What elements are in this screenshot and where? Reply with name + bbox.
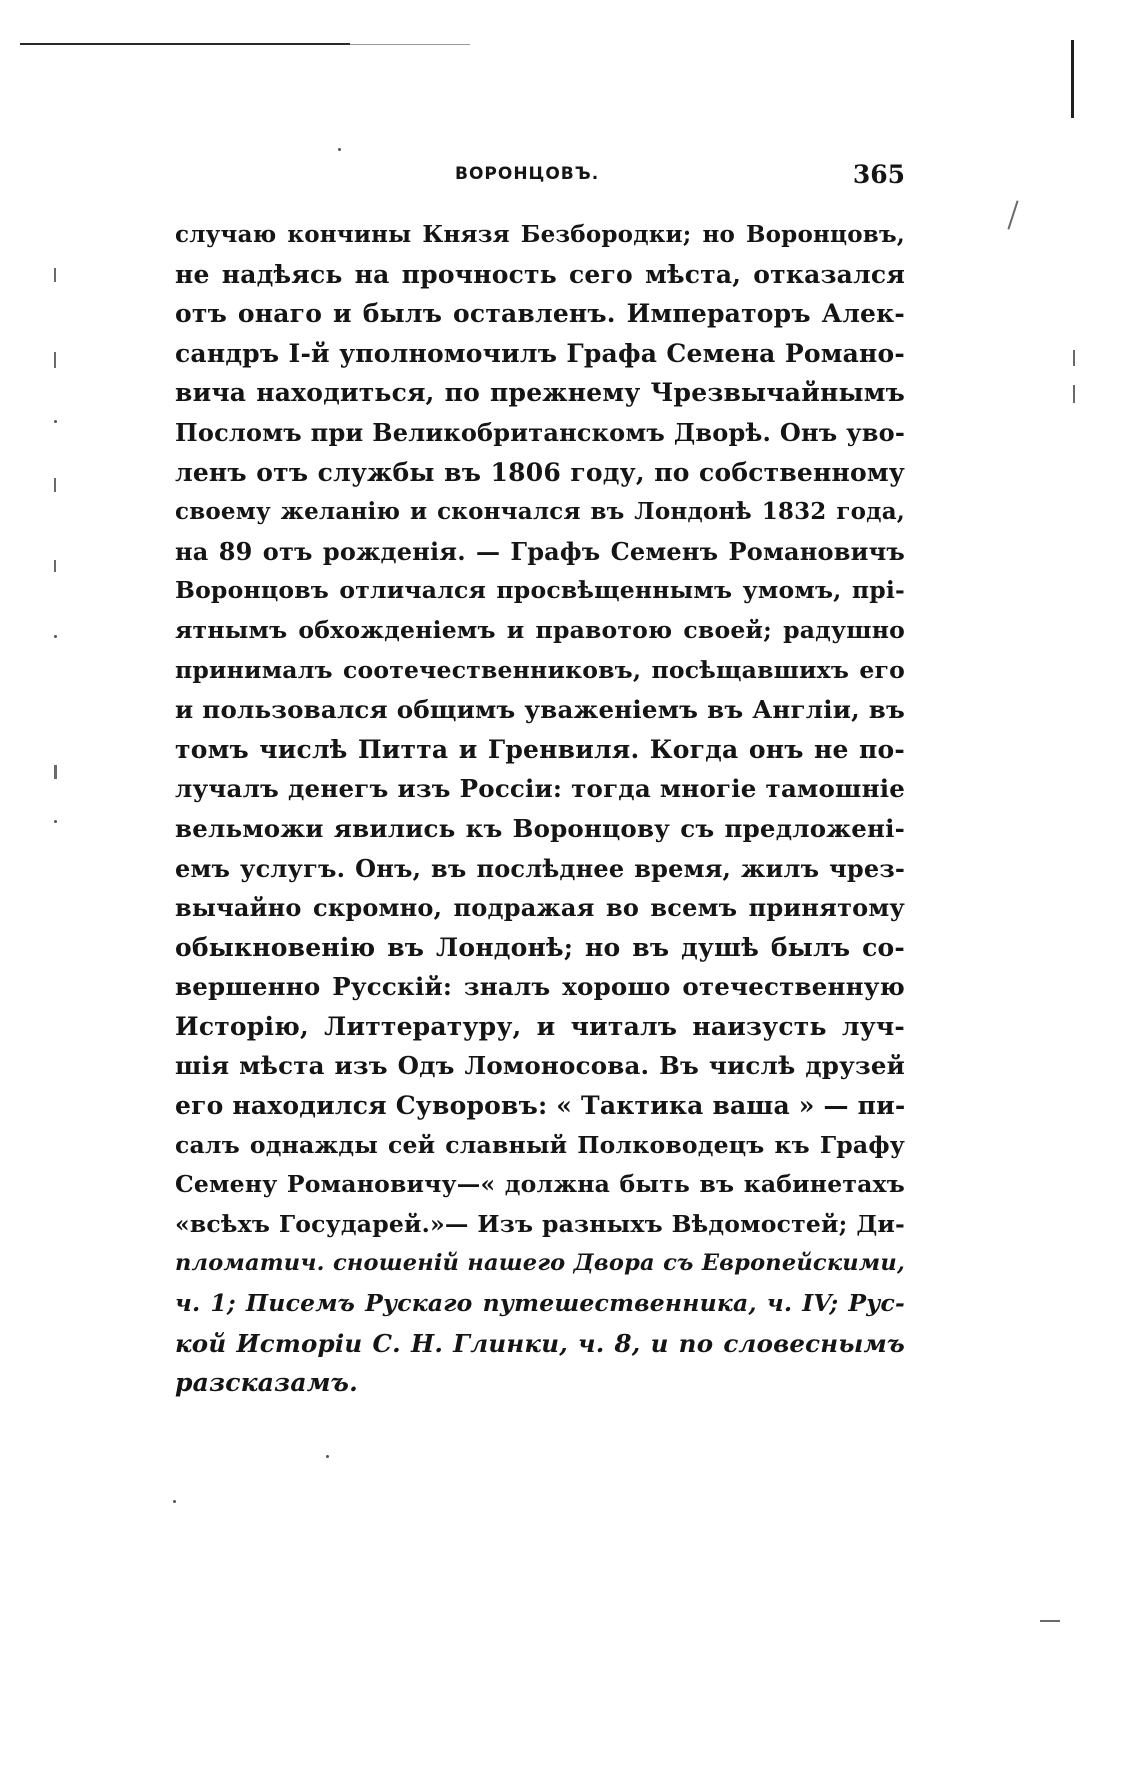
- running-title: ВОРОНЦОВЪ.: [455, 164, 600, 184]
- text-line: сандръ I-й уполномочилъ Графа Семена Романо-: [175, 338, 905, 368]
- text-line: обыкновенію въ Лондонѣ; но въ душѣ былъ со-: [175, 932, 905, 962]
- scan-mark: [54, 352, 56, 368]
- text-line: ленъ отъ службы въ 1806 году, по собственному: [175, 457, 905, 487]
- scan-dot: [326, 1455, 329, 1458]
- text-line: шія мѣста изъ Одъ Ломоносова. Въ числѣ друзей: [175, 1051, 905, 1081]
- text-line: на 89 отъ рожденія. — Графъ Семенъ Романовичъ: [175, 536, 905, 566]
- page-number: 365: [852, 160, 905, 189]
- scan-edge-bar: [1071, 40, 1074, 118]
- text-line: Посломъ при Великобританскомъ Дворѣ. Онъ уво-: [175, 417, 905, 447]
- scan-dot: [173, 1500, 176, 1503]
- text-line: отъ онаго и былъ оставленъ. Императоръ Алек-: [175, 299, 905, 329]
- text-line: Исторію, Литтературу, и читалъ наизусть луч-: [175, 1011, 905, 1041]
- page-header: [175, 160, 905, 196]
- text-line: ятнымъ обхожденіемъ и правотою своей; радушно: [175, 615, 905, 644]
- body-text: [175, 215, 905, 1403]
- text-line: Воронцовъ отличался просвѣщеннымъ умомъ, прі-: [175, 576, 905, 605]
- text-line: Семену Романовичу—« должна быть въ кабинетахъ: [175, 1170, 905, 1199]
- text-line: вычайно скромно, подражая во всемъ принятому: [175, 893, 905, 923]
- scan-mark: [1073, 350, 1075, 366]
- text-line: принималъ соотечественниковъ, посѣщавшихъ его: [175, 655, 905, 684]
- scan-mark: [54, 560, 56, 572]
- scan-mark: [54, 478, 56, 492]
- text-line: салъ однажды сей славный Полководецъ къ Графу: [175, 1130, 905, 1159]
- text-line: не надѣясь на прочность сего мѣста, отказался: [175, 259, 905, 289]
- text-line: случаю кончины Князя Безбородки; но Воронцовъ,: [175, 221, 905, 248]
- scan-mark: [1073, 385, 1075, 403]
- text-line: емъ услугъ. Онъ, въ послѣднее время, жилъ чрез-: [175, 853, 905, 883]
- text-line: и пользовался общимъ уваженіемъ въ Англіи, въ: [175, 695, 905, 725]
- citation-line: пломатич. сношеній нашего Двора съ Европейскими,: [175, 1250, 905, 1277]
- scan-dot: [54, 820, 57, 823]
- text-line: вельможи явились къ Воронцову съ предложені-: [175, 813, 905, 843]
- scan-mark: [1040, 1620, 1060, 1622]
- citation-line: ч. 1; Писемъ Рускаго путешественника, ч. IV; Рус-: [175, 1289, 905, 1318]
- scan-dot: [338, 148, 341, 151]
- scan-mark: [54, 765, 57, 779]
- scan-mark: [1007, 200, 1018, 229]
- text-line: «всѣхъ Государей.»— Изъ разныхъ Вѣдомостей; Ди-: [175, 1209, 905, 1238]
- scan-dot: [54, 420, 57, 423]
- scan-edge-line: [20, 43, 350, 45]
- citation-line: кой Исторіи С. Н. Глинки, ч. 8, и по словеснымъ: [175, 1328, 905, 1358]
- text-line: его находился Суворовъ: « Тактика ваша » — пи-: [175, 1091, 905, 1121]
- citation-line: разсказамъ.: [175, 1368, 358, 1398]
- scan-dot: [54, 635, 57, 638]
- text-line: лучалъ денегъ изъ Россіи: тогда многіе тамошніе: [175, 774, 905, 804]
- text-line: своему желанію и скончался въ Лондонѣ 1832 года,: [175, 498, 905, 526]
- scan-mark: [54, 268, 56, 282]
- text-line: томъ числѣ Питта и Гренвиля. Когда онъ не по-: [175, 734, 905, 764]
- text-line: вершенно Русскій: зналъ хорошо отечественную: [175, 972, 905, 1002]
- scan-edge-line-faint: [350, 44, 470, 45]
- text-line: вича находиться, по прежнему Чрезвычайнымъ: [175, 378, 905, 408]
